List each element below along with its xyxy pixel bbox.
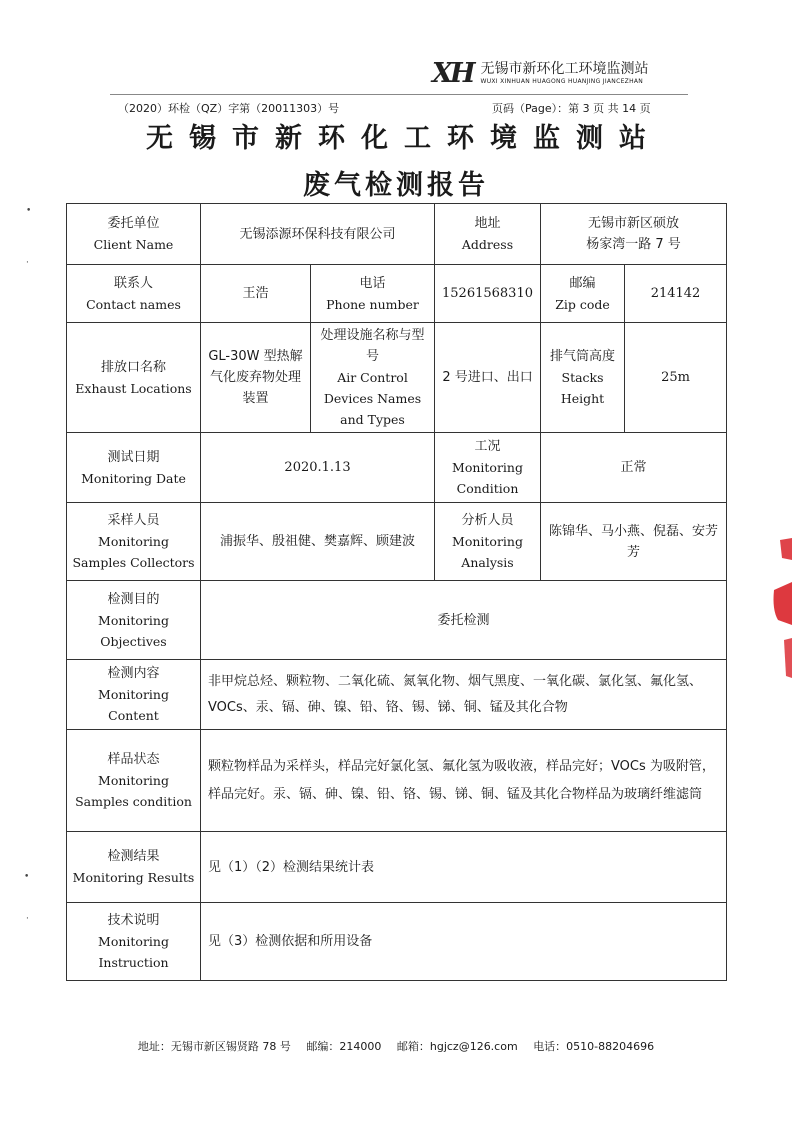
scan-speck: • (26, 206, 32, 216)
content-value: 非甲烷总烃、颗粒物、二氧化硫、氮氧化物、烟气黑度、一氧化碳、氯化氢、氟化氢、VOCs、汞、镉、砷、镍、铅、铬、锡、锑、铜、锰及其化合物 (201, 660, 727, 730)
zip-value: 214142 (625, 265, 727, 323)
stack-height-label: 排气筒高度 Stacks Height (541, 323, 625, 433)
client-name-label: 委托单位 Client Name (67, 204, 201, 265)
stack-height-value: 25m (625, 323, 727, 433)
exhaust-value: GL-30W 型热解气化废弃物处理装置 (201, 323, 311, 433)
contact-value: 王浩 (201, 265, 311, 323)
report-reference: （2020）环检（QZ）字第（20011303）号 (118, 102, 340, 115)
instruction-label: 技术说明 Monitoring Instruction (67, 903, 201, 981)
results-label: 检测结果 Monitoring Results (67, 832, 201, 903)
page-info: 页码（Page）：第 3 页 共 14 页 (492, 102, 651, 115)
monitoring-date-label: 测试日期 Monitoring Date (67, 433, 201, 503)
red-stamp-fragment (770, 530, 792, 680)
scan-speck: • (24, 872, 30, 882)
logo-org-pinyin: WUXI XINHUAN HUAGONG HUANJING JIANCEZHAN (480, 78, 644, 85)
report-info-table (66, 203, 727, 981)
zip-label: 邮编 Zip code (541, 265, 625, 323)
analysis-value: 陈锦华、马小燕、倪磊、安芳芳 (541, 503, 727, 581)
instruction-value: 见（3）检测依据和所用设备 (201, 903, 727, 981)
table-row (67, 204, 727, 265)
page-footer (0, 1038, 792, 1054)
condition-label: 工况 Monitoring Condition (435, 433, 541, 503)
table-row (67, 433, 727, 503)
address-value: 无锡市新区硕放 杨家湾一路 7 号 (541, 204, 727, 265)
logo-org-name: 无锡市新环化工环境监测站 (480, 61, 649, 77)
footer-address: 地址：无锡市新区锡贤路 78 号 (137, 1040, 291, 1053)
table-row (67, 581, 727, 660)
client-name-value: 无锡添源环保科技有限公司 (201, 204, 435, 265)
objectives-value: 委托检测 (201, 581, 727, 660)
scan-speck: · (26, 914, 29, 924)
samples-label: 样品状态 Monitoring Samples condition (67, 730, 201, 832)
monitoring-date-value: 2020.1.13 (201, 433, 435, 503)
analysis-label: 分析人员 Monitoring Analysis (435, 503, 541, 581)
table-row (67, 323, 727, 433)
collectors-value: 浦振华、殷祖健、樊嘉辉、顾建波 (201, 503, 435, 581)
org-title: 无锡市新环化工环境监测站 (146, 123, 662, 154)
header-divider (110, 94, 688, 95)
phone-label: 电话 Phone number (311, 265, 435, 323)
logo-mark: XH (432, 58, 473, 89)
air-control-value: 2 号进口、出口 (435, 323, 541, 433)
condition-value: 正常 (541, 433, 727, 503)
table-row (67, 660, 727, 730)
samples-value: 颗粒物样品为采样头，样品完好氯化氢、氟化氢为吸收液，样品完好；VOCs 为吸附管，样品完好。汞、镉、砷、镍、铅、铬、锡、锑、铜、锰及其化合物样品为玻璃纤维滤筒 (201, 730, 727, 832)
footer-postcode: 邮编：214000 (306, 1040, 382, 1053)
air-control-label: 处理设施名称与型号 Air Control Devices Names and Types (311, 323, 435, 433)
table-row (67, 832, 727, 903)
objectives-label: 检测目的 Monitoring Objectives (67, 581, 201, 660)
table-row (67, 503, 727, 581)
footer-phone: 电话：0510-88204696 (533, 1040, 655, 1053)
phone-value: 15261568310 (435, 265, 541, 323)
org-logo (432, 60, 648, 90)
footer-email: 邮箱：hgjcz@126.com (396, 1040, 518, 1053)
table-row (67, 265, 727, 323)
content-label: 检测内容 Monitoring Content (67, 660, 201, 730)
address-label: 地址 Address (435, 204, 541, 265)
document-title: 废气检测报告 (303, 170, 489, 201)
contact-label: 联系人 Contact names (67, 265, 201, 323)
table-row (67, 903, 727, 981)
table-row (67, 730, 727, 832)
collectors-label: 采样人员 Monitoring Samples Collectors (67, 503, 201, 581)
results-value: 见（1）（2）检测结果统计表 (201, 832, 727, 903)
exhaust-label: 排放口名称 Exhaust Locations (67, 323, 201, 433)
scan-speck: · (26, 258, 29, 268)
